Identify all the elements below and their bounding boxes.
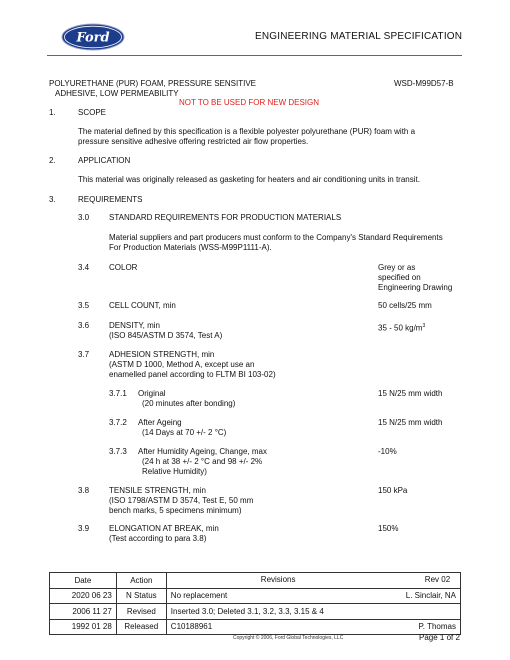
req-3-6-value-exponent: 3	[422, 323, 426, 329]
req-3-4-number: 3.4	[78, 263, 90, 272]
row-revision: C10188961	[166, 619, 386, 635]
req-3-8-value: 150 kPa	[378, 486, 408, 495]
scope-text-line1: The material defined by this specification is a flexible polyester polyurethane (PUR) foam with a	[78, 127, 416, 136]
header-divider	[47, 55, 462, 56]
scope-text-line2: pressure sensitive adhesive offering restricted air flow properties.	[78, 137, 309, 146]
header-date: Date	[50, 573, 117, 589]
header-rev-number: Rev 02	[424, 575, 451, 585]
req-3-6-value-text: 35 - 50 kg/m	[378, 323, 423, 333]
req-3-9-value: 150%	[378, 524, 399, 533]
req-3-0-title: STANDARD REQUIREMENTS FOR PRODUCTION MATERIALS	[109, 213, 342, 222]
spec-title-line1: POLYURETHANE (PUR) FOAM, PRESSURE SENSITIVE	[49, 79, 256, 88]
req-3-9-title: ELONGATION AT BREAK, min	[109, 524, 219, 533]
req-3-6-method: (ISO 845/ASTM D 3574, Test A)	[109, 331, 223, 340]
req-3-4-value-line1: Grey or as	[378, 263, 416, 272]
req-3-7-2-value: 15 N/25 mm width	[378, 418, 443, 427]
row-action: N Status	[116, 588, 166, 604]
req-3-7-method-line1: (ASTM D 1000, Method A, except use an	[109, 360, 255, 369]
document-type-heading: ENGINEERING MATERIAL SPECIFICATION	[255, 31, 463, 42]
section-number-3: 3.	[49, 195, 56, 204]
req-3-7-1-condition: (20 minutes after bonding)	[142, 399, 236, 408]
req-3-7-number: 3.7	[78, 350, 90, 359]
copyright-notice: Copyright © 2006, Ford Global Technologies, LLC	[233, 635, 344, 641]
req-3-0-text-line2: For Production Materials (WSS-M99P1111-A).	[109, 243, 272, 252]
section-title-scope: SCOPE	[78, 108, 107, 117]
header-revisions-cell	[166, 573, 460, 589]
req-3-6-number: 3.6	[78, 321, 90, 330]
revision-table	[49, 572, 461, 635]
page-number: Page 1 of 2	[419, 633, 460, 642]
section-title-application: APPLICATION	[78, 156, 131, 165]
header-revisions: Revisions	[260, 575, 296, 585]
table-row	[50, 604, 461, 620]
req-3-7-1-value: 15 N/25 mm width	[378, 389, 443, 398]
req-3-7-2-title: After Ageing	[138, 418, 182, 427]
row-date: 2006 11 27	[50, 604, 117, 620]
req-3-4-value-line2: specified on	[378, 273, 421, 282]
req-3-4-title: COLOR	[109, 263, 138, 272]
row-action: Revised	[116, 604, 166, 620]
spec-title-line2: ADHESIVE, LOW PERMEABILITY	[55, 89, 179, 98]
spec-number: WSD-M99D57-B	[394, 79, 454, 88]
req-3-9-number: 3.9	[78, 524, 90, 533]
req-3-7-2-number: 3.7.2	[109, 418, 127, 427]
req-3-5-number: 3.5	[78, 301, 90, 310]
req-3-5-title: CELL COUNT, min	[109, 301, 176, 310]
row-author: P. Thomas	[387, 619, 461, 635]
req-3-5-value: 50 cells/25 mm	[378, 301, 432, 310]
row-date: 2020 06 23	[50, 588, 117, 604]
req-3-6-title: DENSITY, min	[109, 321, 160, 330]
ford-logo	[61, 23, 125, 51]
req-3-8-title: TENSILE STRENGTH, min	[109, 486, 206, 495]
section-number-1: 1.	[49, 108, 56, 117]
section-number-2: 2.	[49, 156, 56, 165]
obsolete-notice: NOT TO BE USED FOR NEW DESIGN	[179, 98, 320, 107]
req-3-8-method-line2: bench marks, 5 specimens minimum)	[109, 506, 242, 515]
row-author: L. Sinclair, NA	[387, 588, 461, 604]
table-row	[50, 588, 461, 604]
row-author	[387, 604, 461, 620]
section-title-requirements: REQUIREMENTS	[78, 195, 143, 204]
req-3-0-number: 3.0	[78, 213, 90, 222]
req-3-8-number: 3.8	[78, 486, 90, 495]
revision-table-header	[50, 573, 461, 589]
req-3-7-method-line2: enamelled panel according to FLTM BI 103-02)	[109, 370, 276, 379]
req-3-8-method-line1: (ISO 1798/ASTM D 3574, Test E, 50 mm	[109, 496, 254, 505]
table-row	[50, 619, 461, 635]
req-3-7-1-number: 3.7.1	[109, 389, 127, 398]
req-3-7-3-title: After Humidity Ageing, Change, max	[138, 447, 267, 456]
row-action: Released	[116, 619, 166, 635]
row-revision: Inserted 3.0; Deleted 3.1, 3.2, 3.3, 3.15 & 4	[166, 604, 386, 620]
req-3-4-value-line3: Engineering Drawing	[378, 283, 453, 292]
application-text: This material was originally released as gasketing for heaters and air conditioning units in transit.	[78, 175, 420, 184]
req-3-9-method: (Test according to para 3.8)	[109, 534, 207, 543]
svg-text:Ford: Ford	[76, 30, 110, 46]
row-revision: No replacement	[166, 588, 386, 604]
row-date: 1992 01 28	[50, 619, 117, 635]
req-3-0-text-line1: Material suppliers and part producers must conform to the Company's Standard Requirements	[109, 233, 443, 242]
req-3-7-3-condition-line2: Relative Humidity)	[142, 467, 207, 476]
req-3-7-2-condition: (14 Days at 70 +/- 2 °C)	[142, 428, 227, 437]
req-3-7-3-number: 3.7.3	[109, 447, 127, 456]
req-3-6-value	[378, 321, 425, 334]
req-3-7-3-value: -10%	[378, 447, 397, 456]
req-3-7-title: ADHESION STRENGTH, min	[109, 350, 215, 359]
req-3-7-1-title: Original	[138, 389, 166, 398]
header-action: Action	[116, 573, 166, 589]
req-3-7-3-condition-line1: (24 h at 38 +/- 2 °C and 98 +/- 2%	[142, 457, 263, 466]
